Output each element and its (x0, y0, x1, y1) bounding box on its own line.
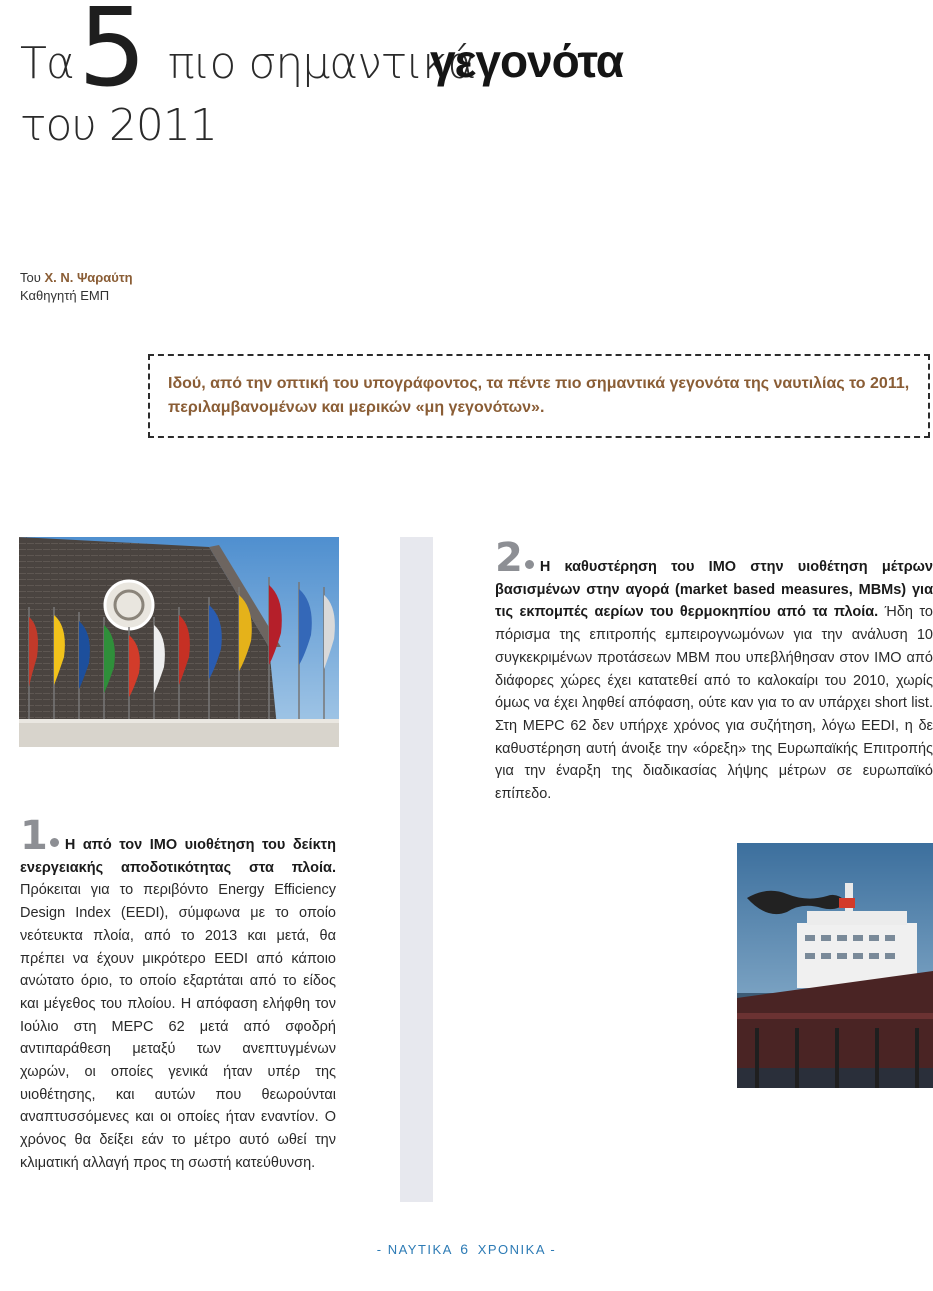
title-word-bold: γεγονότα (430, 35, 624, 87)
page-number: 6 (460, 1241, 470, 1257)
author-name: Χ. Ν. Ψαραύτη (44, 270, 133, 285)
page-title (18, 0, 918, 160)
item-2-lead: Η καθυστέρηση του ΙΜΟ στην υιοθέτηση μέτρων βασισμένων στην αγορά (market based measures, MBMs) για τις εκπομπές αερίων του θερμοκηπίου από τα πλοία. (495, 559, 933, 621)
bullet-dot-icon (50, 838, 59, 847)
author-block (20, 269, 133, 305)
page-footer (0, 1241, 933, 1257)
title-word-ta: Τα (20, 38, 74, 89)
item-2 (495, 535, 933, 806)
bullet-dot-icon (525, 560, 534, 569)
imo-flags-photo (19, 537, 339, 747)
item-2-text (495, 535, 933, 806)
item-1-text (20, 813, 336, 1175)
title-word-pio: πιο σημαντικά (168, 38, 476, 89)
item-1-lead: Η από τον ΙΜΟ υιοθέτηση του δείκτη ενεργειακής αποδοτικότητας στα πλοία. (20, 837, 336, 876)
title-line-2: του 2011 (20, 100, 217, 151)
author-role: Καθηγητή ΕΜΠ (20, 288, 110, 303)
author-prefix: Του (20, 270, 41, 285)
decorative-strip (400, 537, 433, 1202)
item-2-number: 2 (495, 535, 523, 581)
intro-box (148, 354, 930, 438)
item-1-body: Πρόκειται για το περιβόντο Energy Efficiency Design Index (EEDI), σύμφωνα με το οποίο νεότευκτα πλοία, από το 2013 και μετά, θα πρέπει να έχουν μικρότερο EEDI από κάποιο ανώτατο όριο, το οποίο εξαρτάται από το είδος και μέγεθος του πλοίου. Η απόφαση ελήφθη τον Ιούλιο στη MEPC 62 μετά από σφοδρή αντιπαράθεση μεταξύ των ανεπτυγμένων χωρών, οι οποίες γενικά ήταν υπέρ της υιοθέτησης, και αυτών που θεωρούνται αναπτυσσόμενες και οι οποίες ήταν εναντίον. Ο χρόνος θα δείξει εάν το μέτρο αυτό ωθεί την κλιματική αλλαγή προς τη σωστή κατεύθυνση. (20, 882, 336, 1171)
item-1-number: 1 (20, 813, 48, 859)
ship-smoke-photo (737, 843, 933, 1088)
footer-right: ΧΡΟΝΙΚΑ - (477, 1242, 557, 1257)
item-1 (20, 813, 336, 1175)
title-number: 5 (78, 0, 143, 111)
item-2-body: Ήδη το πόρισμα της επιτροπής εμπειρογνωμόνων για την ανάλυση 10 συγκεκριμένων προτάσεων MBM που υπεβλήθησαν στον ΙΜΟ από διάφορες χώρες έχει κατατεθεί από το καλοκαίρι του 2010, χωρίς όμως να έχει ληφθεί απόφαση, ούτε καν για το αν υπάρχει short list. Στη MEPC 62 δεν υπήρχε χρόνος για συζήτηση, λόγω EEDI, η δε καθυστέρηση αυτή άνοιξε την «όρεξη» της Ευρωπαϊκής Επιτροπής για την έναρξη της διαδικασίας λήψης μέτρων σε ευρωπαϊκό επίπεδο. (495, 604, 933, 803)
intro-text: Ιδού, από την οπτική του υπογράφοντος, τα πέντε πιο σημαντικά γεγονότα της ναυτιλίας το 2011, περιλαμβανομένων και μερικών «μη γεγονότων». (168, 375, 910, 416)
footer-left: - ΝΑΥΤΙΚΑ (376, 1242, 453, 1257)
